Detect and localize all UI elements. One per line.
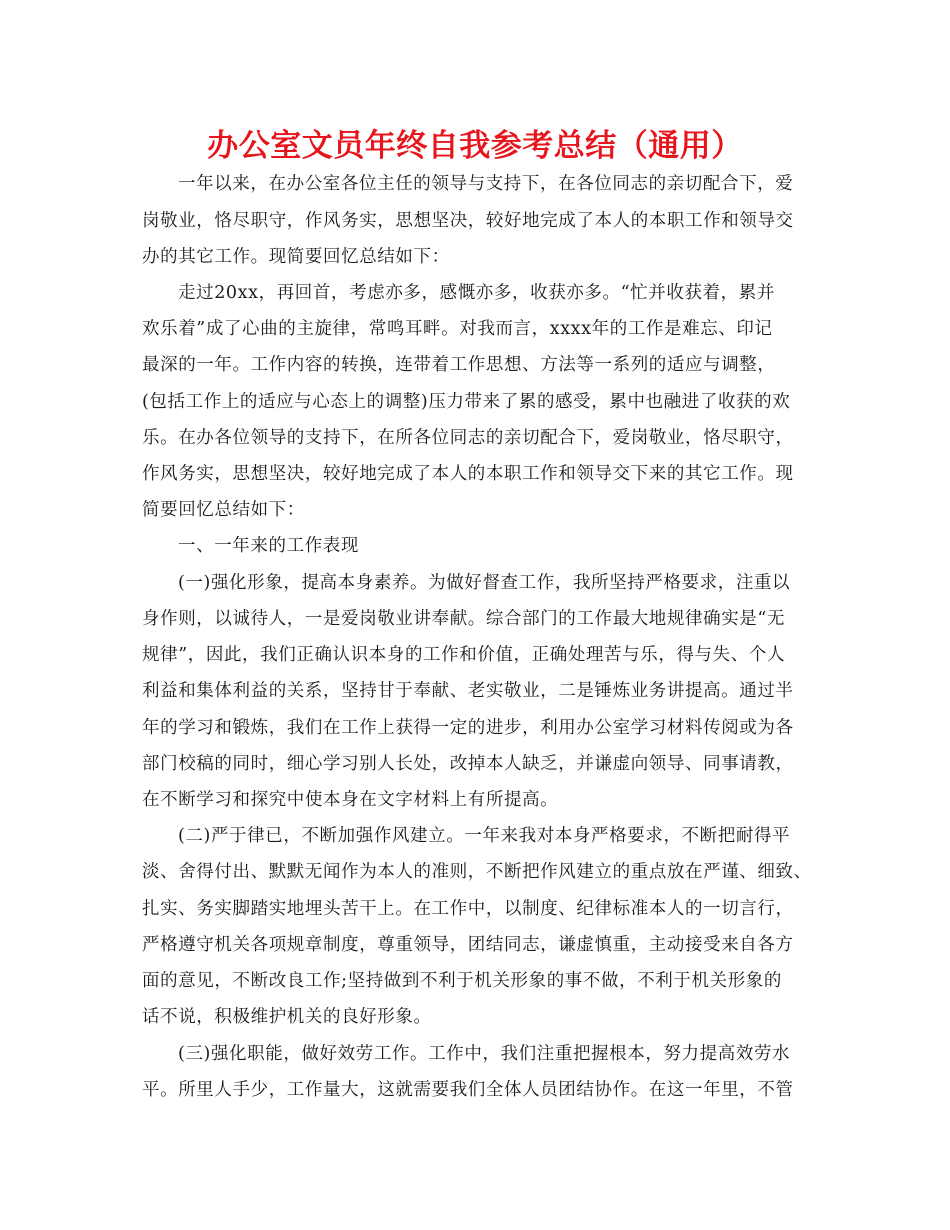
paragraph-line: 面的意见，不断改良工作;坚持做到不利于机关形象的事不做，不利于机关形象的: [142, 971, 782, 991]
paragraph-line: 乐。在办各位领导的支持下，在所各位同志的亲切配合下，爱岗敬业，恪尽职守，: [142, 428, 794, 448]
paragraph-line: (包括工作上的适应与心态上的调整)压力带来了累的感受，累中也融进了收获的欢: [142, 392, 791, 412]
paragraph-line: 办的其它工作。现简要回忆总结如下：: [142, 247, 450, 267]
paragraph-line: 欢乐着”成了心曲的主旋律，常鸣耳畔。对我而言，xxxx年的工作是难忘、印记: [142, 319, 773, 339]
paragraph-line: 扎实、务实脚踏实地埋头苦干上。在工作中，以制度、纪律标准本人的一切言行，: [142, 899, 794, 919]
paragraph-line: 话不说，积极维护机关的良好形象。: [142, 1007, 432, 1027]
paragraph-line: 身作则，以诚待人，一是爱岗敬业讲奉献。综合部门的工作最大地规律确实是“无: [142, 609, 786, 629]
paragraph-line: 淡、舍得付出、默默无闻作为本人的准则，不断把作风建立的重点放在严谨、细致、: [142, 862, 812, 882]
paragraph-line: 一年以来，在办公室各位主任的领导与支持下，在各位同志的亲切配合下，爱: [178, 174, 794, 194]
paragraph-line: 走过20xx，再回首，考虑亦多，感慨亦多，收获亦多。“忙并收获着，累并: [178, 283, 775, 303]
paragraph-line: 作风务实，思想坚决，较好地完成了本人的本职工作和领导交下来的其它工作。现: [142, 464, 794, 484]
paragraph-line: 简要回忆总结如下：: [142, 500, 305, 520]
paragraph-line: 在不断学习和探究中使本身在文字材料上有所提高。: [142, 790, 559, 810]
paragraph-line: 利益和集体利益的关系，坚持甘于奉献、老实敬业，二是锤炼业务讲提高。通过半: [142, 681, 794, 701]
section-heading: 一、一年来的工作表现: [178, 536, 359, 556]
paragraph-line: (二)严于律已，不断加强作风建立。一年来我对本身严格要求，不断把耐得平: [178, 826, 791, 846]
paragraph-line: 最深的一年。工作内容的转换，连带着工作思想、方法等一系列的适应与调整，: [142, 355, 776, 375]
paragraph-line: 部门校稿的同时，细心学习别人长处，改掉本人缺乏，并谦虚向领导、同事请教，: [142, 754, 794, 774]
paragraph-line: (三)强化职能，做好效劳工作。工作中，我们注重把握根本，努力提高效劳水: [178, 1044, 791, 1064]
paragraph-line: (一)强化形象，提高本身素养。为做好督查工作，我所坚持严格要求，注重以: [178, 573, 791, 593]
paragraph-line: 平。所里人手少，工作量大，这就需要我们全体人员团结协作。在这一年里，不管: [142, 1080, 794, 1100]
paragraph-line: 严格遵守机关各项规章制度，尊重领导，团结同志，谦虚慎重，主动接受来自各方: [142, 935, 794, 955]
paragraph-line: 规律”，因此，我们正确认识本身的工作和价值，正确处理苦与乐，得与失、个人: [142, 645, 786, 665]
document-title: 办公室文员年终自我参考总结（通用）: [207, 128, 743, 164]
paragraph-line: 岗敬业，恪尽职守，作风务实，思想坚决，较好地完成了本人的本职工作和领导交: [142, 211, 794, 231]
paragraph-line: 年的学习和锻炼，我们在工作上获得一定的进步，利用办公室学习材料传阅或为各: [142, 718, 794, 738]
